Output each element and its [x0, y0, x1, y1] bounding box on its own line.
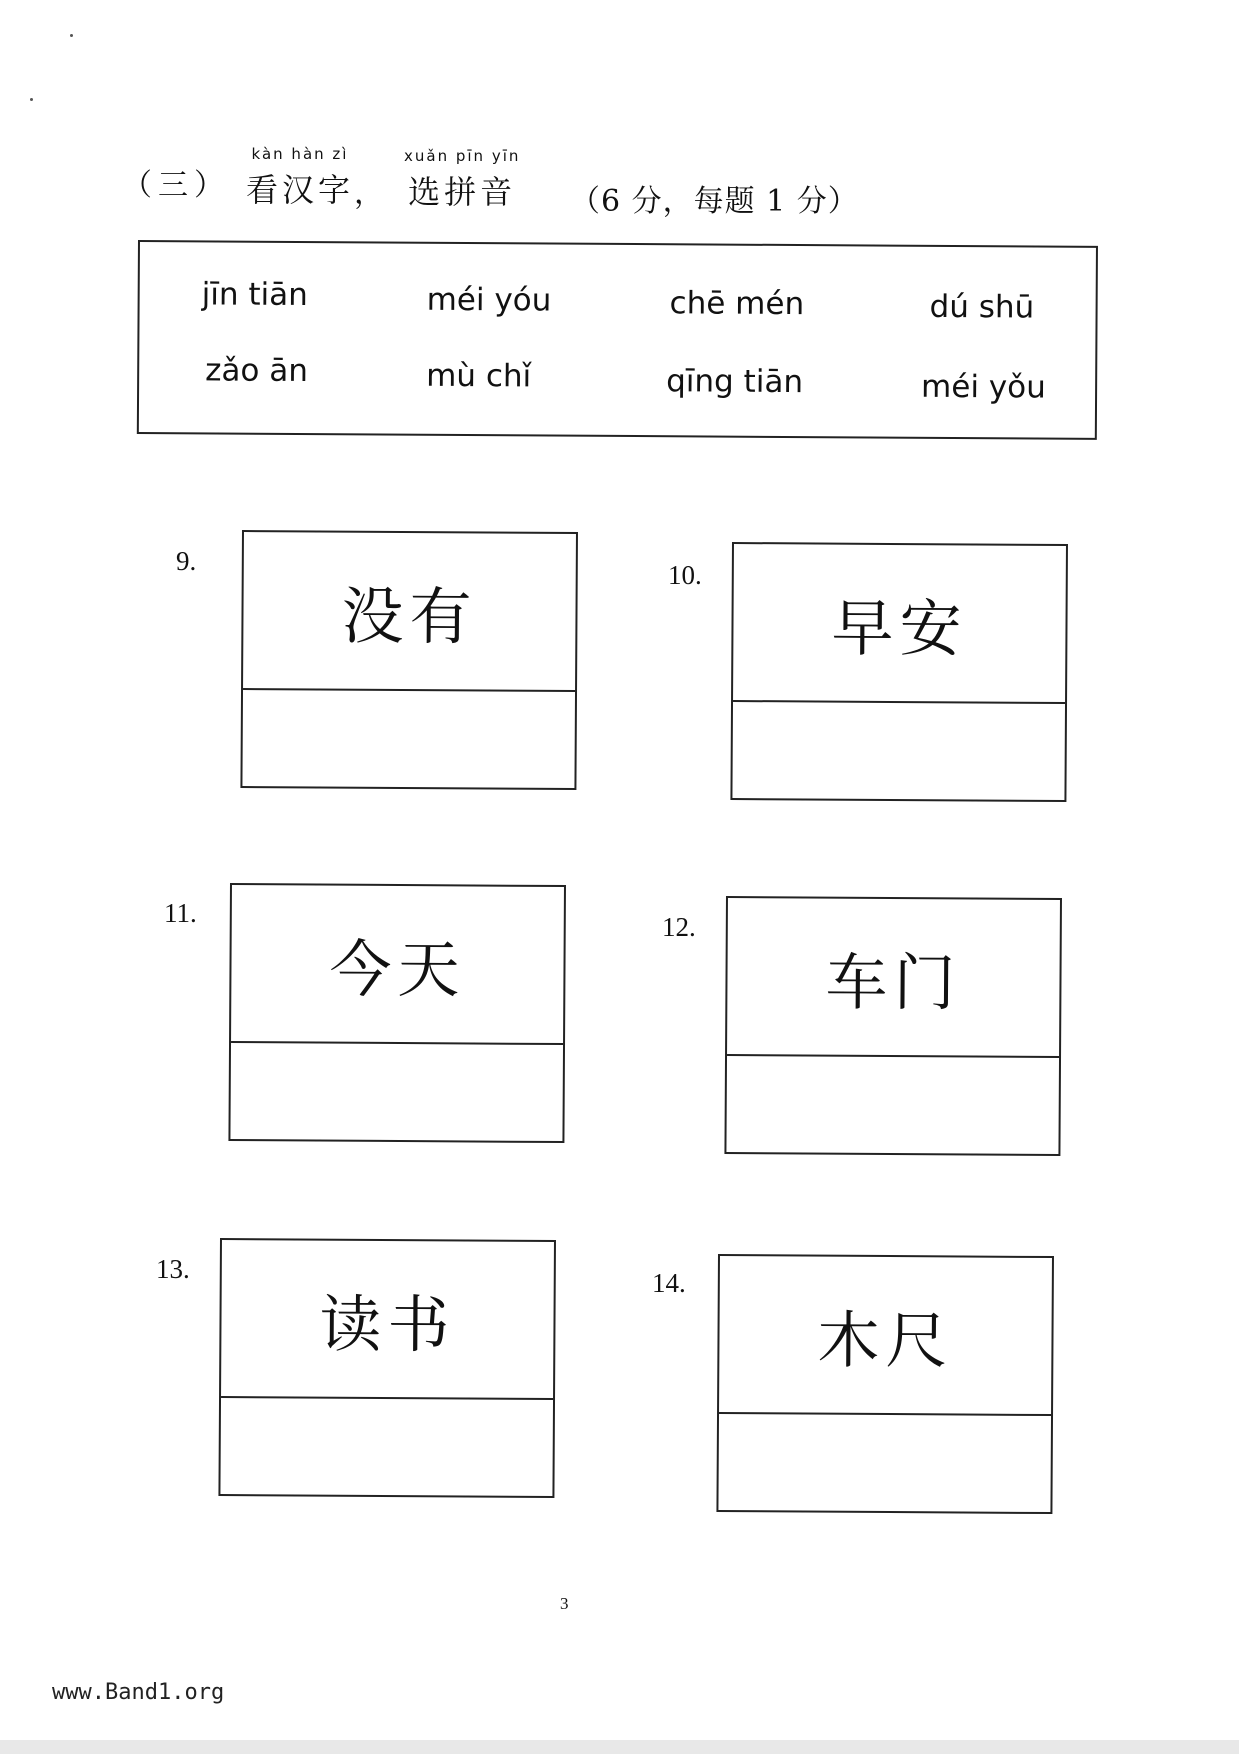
- site-watermark: www.Band1.org: [52, 1680, 225, 1705]
- question-word: 今天: [231, 885, 564, 1045]
- section-number: （三）: [122, 168, 230, 203]
- pinyin-options-box: [137, 240, 1098, 440]
- answer-field[interactable]: [230, 1043, 563, 1145]
- pinyin-option: mù chǐ: [426, 357, 532, 395]
- instruction-hanzi: 选拼音: [408, 173, 517, 211]
- pinyin-option: méi yǒu: [921, 368, 1046, 406]
- page-number: 3: [560, 1594, 569, 1613]
- question-number: 9.: [176, 546, 197, 576]
- instruction-choose-pinyin: [404, 147, 520, 213]
- question-word: 没有: [243, 532, 576, 692]
- question-card: [240, 530, 578, 790]
- answer-field[interactable]: [242, 690, 575, 792]
- instruction-look-at-characters: [246, 145, 354, 211]
- instruction-pinyin: kàn hàn zì: [251, 145, 349, 163]
- pinyin-option: méi yóu: [426, 281, 552, 319]
- question-number: 12.: [662, 912, 696, 942]
- scan-speck: [70, 34, 73, 37]
- instruction-pinyin: xuǎn pīn yīn: [404, 147, 521, 165]
- question-word: 车门: [727, 898, 1060, 1058]
- question-number: 13.: [156, 1254, 190, 1284]
- pinyin-option: zǎo ān: [205, 352, 309, 390]
- answer-field[interactable]: [732, 702, 1065, 804]
- answer-field[interactable]: [220, 1398, 553, 1500]
- question-card: [724, 896, 1062, 1156]
- answer-field[interactable]: [726, 1056, 1059, 1158]
- question-word: 木尺: [719, 1256, 1052, 1416]
- scan-edge: [0, 1740, 1239, 1754]
- question-number: 11.: [164, 898, 197, 928]
- instruction-comma: ，: [354, 176, 384, 211]
- question-card: [730, 542, 1068, 802]
- question-card: [716, 1254, 1054, 1514]
- instruction-hanzi: 看汉字: [246, 171, 355, 209]
- score-note: （6 分，每题 1 分）: [570, 184, 859, 219]
- pinyin-option: qīng tiān: [666, 363, 804, 401]
- pinyin-option: chē mén: [669, 285, 805, 323]
- question-word: 读书: [221, 1240, 554, 1400]
- question-card: [228, 883, 566, 1143]
- question-word: 早安: [733, 544, 1066, 704]
- pinyin-option: jīn tiān: [201, 276, 308, 314]
- question-number: 10.: [668, 560, 702, 590]
- scan-speck: [30, 98, 33, 101]
- question-card: [218, 1238, 556, 1498]
- question-number: 14.: [652, 1268, 686, 1298]
- pinyin-option: dú shū: [929, 288, 1035, 326]
- answer-field[interactable]: [718, 1414, 1051, 1516]
